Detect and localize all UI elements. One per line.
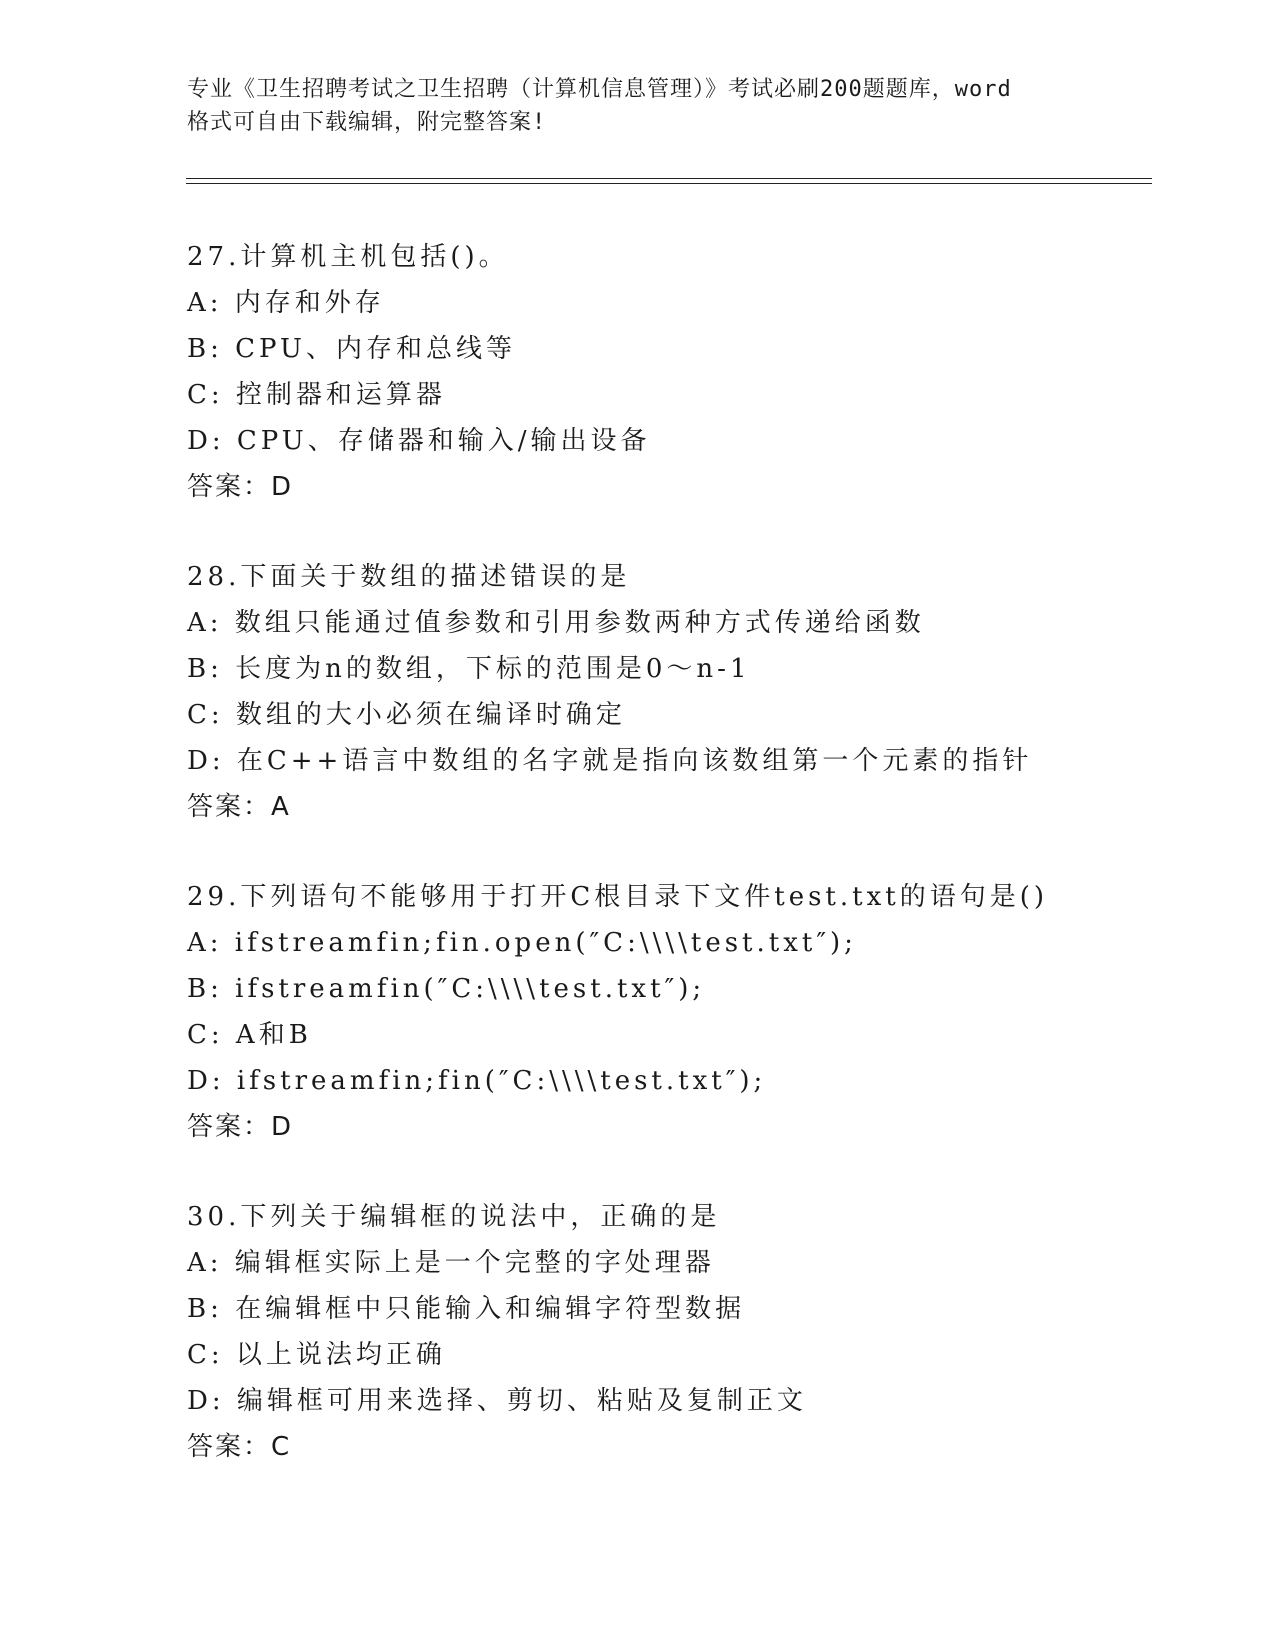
- answer-label: 答案：A: [187, 792, 291, 822]
- option-c: C: 数组的大小必须在编译时确定: [187, 700, 626, 730]
- option-b: B: CPU、内存和总线等: [187, 334, 516, 364]
- option-a: A: ifstreamfin;fin.open(″C:\\\\test.txt″);: [187, 928, 857, 958]
- question-29: [187, 874, 1187, 1150]
- question-stem: 27.计算机主机包括()。: [187, 242, 509, 272]
- option-b: B: ifstreamfin(″C:\\\\test.txt″);: [187, 974, 706, 1004]
- option-b: B: 在编辑框中只能输入和编辑字符型数据: [187, 1294, 746, 1324]
- answer-label: 答案：D: [187, 472, 294, 502]
- question-stem: 28.下面关于数组的描述错误的是: [187, 562, 631, 592]
- option-c: C: A和B: [187, 1020, 312, 1050]
- header-divider-bottom: [186, 183, 1152, 184]
- question-28: [187, 554, 1187, 830]
- option-a: A: 编辑框实际上是一个完整的字处理器: [187, 1248, 715, 1278]
- answer-label: 答案：D: [187, 1112, 294, 1142]
- option-a: A: 数组只能通过值参数和引用参数两种方式传递给函数: [187, 608, 925, 638]
- option-d: D: 在C++语言中数组的名字就是指向该数组第一个元素的指针: [187, 746, 1033, 776]
- header-divider-top: [186, 178, 1152, 179]
- option-d: D: 编辑框可用来选择、剪切、粘贴及复制正文: [187, 1386, 807, 1416]
- question-27: [187, 234, 1187, 510]
- option-a: A: 内存和外存: [187, 288, 385, 318]
- header-line-1: 专业《卫生招聘考试之卫生招聘（计算机信息管理）》考试必刷200题题库，word: [187, 77, 1012, 102]
- document-header: [187, 73, 1087, 139]
- question-30: [187, 1194, 1187, 1470]
- answer-label: 答案：C: [187, 1432, 292, 1462]
- option-c: C: 控制器和运算器: [187, 380, 446, 410]
- question-stem: 30.下列关于编辑框的说法中，正确的是: [187, 1202, 721, 1232]
- question-stem: 29.下列语句不能够用于打开C根目录下文件test.txt的语句是(): [187, 882, 1048, 912]
- option-c: C: 以上说法均正确: [187, 1340, 446, 1370]
- header-line-2: 格式可自由下载编辑，附完整答案!: [187, 110, 547, 135]
- option-b: B: 长度为n的数组，下标的范围是0～n-1: [187, 654, 751, 684]
- option-d: D: CPU、存储器和输入/输出设备: [187, 426, 651, 456]
- option-d: D: ifstreamfin;fin(″C:\\\\test.txt″);: [187, 1066, 767, 1096]
